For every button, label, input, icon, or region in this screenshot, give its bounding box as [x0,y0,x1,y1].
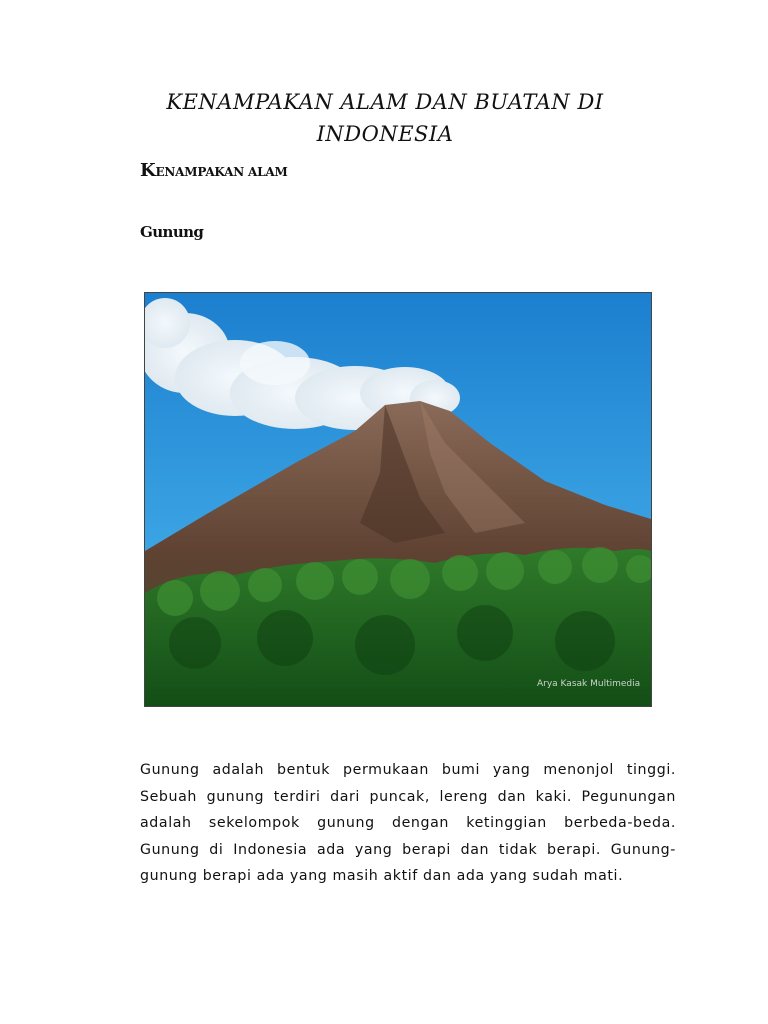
section-heading-rest: ENAMPAKAN ALAM [155,165,288,179]
sub-heading-gunung: Gunung [140,223,204,241]
photo-watermark: Arya Kasak Multimedia [537,679,641,689]
document-title: KENAMPAKAN ALAM DAN BUATAN DI INDONESIA [166,90,604,146]
volcano-photo [144,292,652,707]
section-heading [140,160,288,181]
volcano-illustration [145,293,651,706]
section-heading-initial: K [140,160,156,181]
body-paragraph: Gunung adalah bentuk permukaan bumi yang menonjol tinggi. Sebuah gunung terdiri dari puncak, lereng dan kaki. Pegunungan adalah sekelompok gunung dengan ketinggian berbeda-beda. Gunung di Indonesia ada yang berapi dan tidak berapi. Gunung-gunung berapi ada yang masih aktif dan ada yang sudah mati. [140,762,676,884]
